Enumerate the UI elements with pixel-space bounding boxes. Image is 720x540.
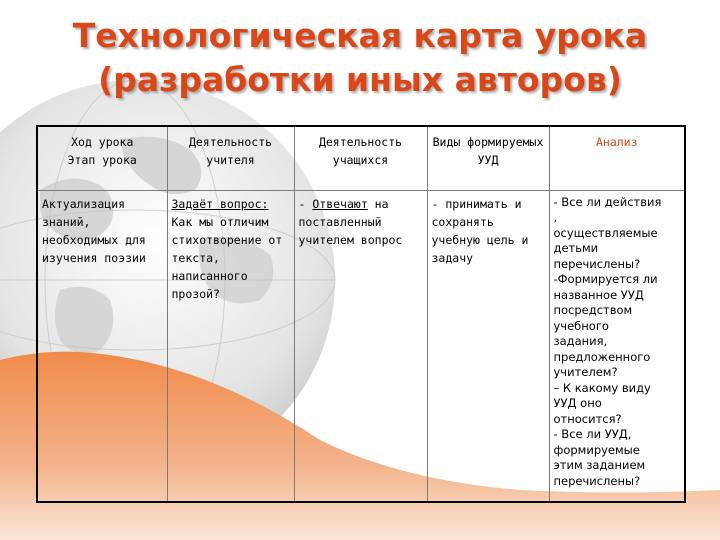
header-stage	[37, 126, 167, 190]
table-row	[37, 190, 685, 502]
analysis-line: детьми	[553, 241, 599, 255]
analysis-line: учителем?	[553, 365, 618, 379]
technology-map-table	[36, 125, 686, 503]
header-stage-line1: Ход урока	[71, 135, 134, 149]
cell-teacher	[167, 190, 294, 502]
header-stage-line2: Этап урока	[67, 153, 137, 167]
analysis-line: - Все ли действия	[553, 194, 662, 209]
header-students: Деятельность учащихся	[294, 126, 427, 190]
title-line-2: (разработки иных авторов)	[98, 60, 622, 99]
header-analysis: Анализ	[549, 126, 685, 190]
analysis-line: – К какому виду	[553, 380, 651, 395]
analysis-line: относится?	[553, 411, 622, 426]
students-prefix: -	[298, 196, 313, 211]
cell-uud: - принимать и сохранять учебную цель и задачу	[427, 190, 549, 502]
cell-stage: Актуализация знаний, необходимых для изучения поэзии	[37, 190, 167, 502]
analysis-line: формируемые	[553, 442, 640, 457]
analysis-line: осуществляемые	[553, 225, 658, 240]
teacher-question-label: Задаёт вопрос:	[171, 196, 269, 211]
analysis-line: этим заданием	[553, 458, 646, 472]
table-header-row	[37, 126, 685, 190]
teacher-question-text: Как мы отличим стихотворение от текста, написанного прозой?	[171, 214, 283, 301]
students-rest: на поставленный учителем вопрос	[298, 196, 403, 247]
analysis-line: задания,	[553, 334, 608, 348]
analysis-line: УУД оно	[553, 396, 602, 410]
students-action: Отвечают	[312, 196, 368, 211]
analysis-line: названное УУД	[553, 287, 644, 302]
analysis-line: перечислены?	[553, 473, 641, 488]
analysis-line: -Формируется ли	[553, 272, 658, 286]
page-title	[0, 14, 720, 102]
analysis-line: учебного	[553, 318, 609, 333]
header-uud: Виды формируемых УУД	[427, 126, 549, 190]
header-teacher: Деятельность учителя	[167, 126, 294, 190]
analysis-line: посредством	[553, 303, 633, 317]
cell-analysis	[549, 190, 685, 502]
analysis-line: ,	[553, 210, 558, 224]
analysis-line: - Все ли УУД,	[553, 427, 632, 441]
cell-students	[294, 190, 427, 502]
title-line-1: Технологическая карта урока	[72, 16, 648, 55]
analysis-line: перечислены?	[553, 256, 641, 271]
analysis-line: предложенного	[553, 349, 651, 364]
